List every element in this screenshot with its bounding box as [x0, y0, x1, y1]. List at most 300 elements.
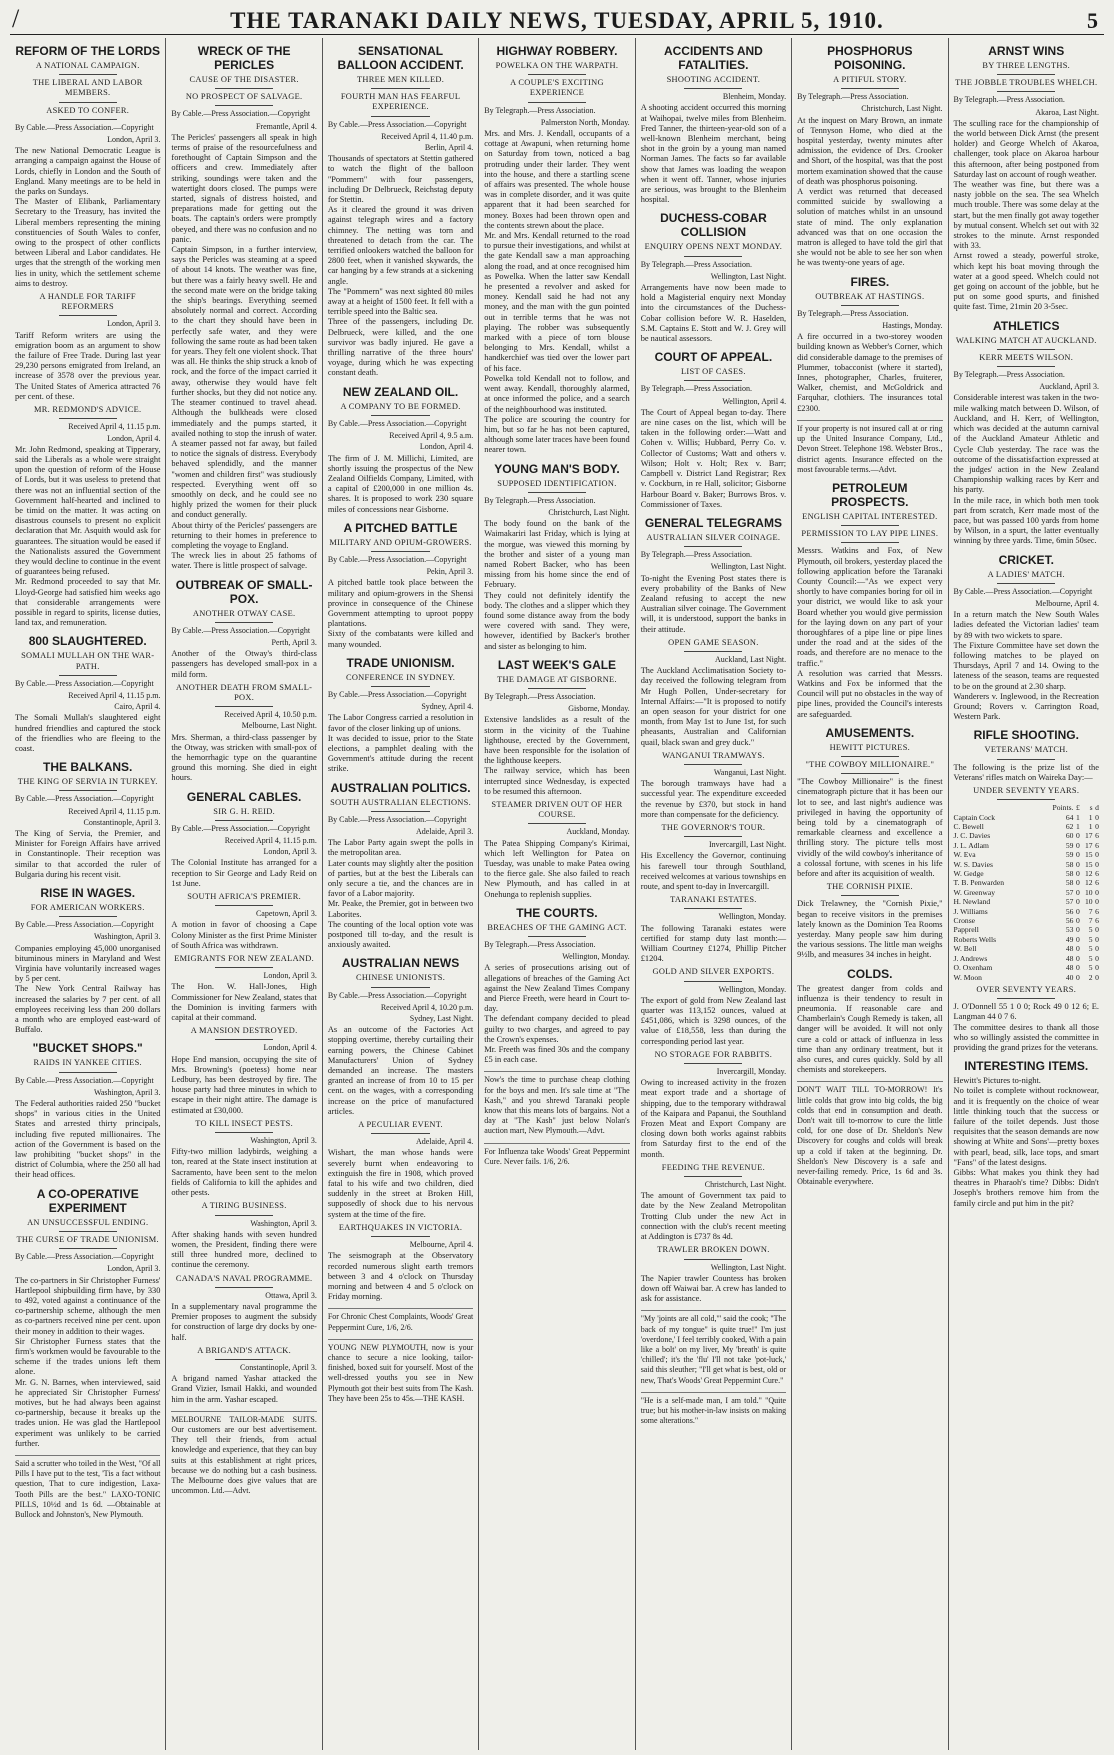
paragraph: The Master of Elibank, Parliamentary Secretary to the Treasury, has invited the Liberal members representing the mining constituencies of South Wales to confer, owing to the prospect of other conflicts between Liberal and Labor candidates. He urges that the strength of the working men lies in unity, which the settlement scheme aims to destroy. — [15, 197, 161, 288]
rule-divider — [59, 418, 117, 419]
dateline: Hastings, Monday. — [882, 321, 943, 331]
subheading: NO PROSPECT OF SALVAGE. — [185, 92, 303, 102]
prize-cell: 5 — [1088, 934, 1093, 944]
headline: 800 SLAUGHTERED. — [28, 634, 147, 649]
advertisement: MELBOURNE TAILOR-MADE SUITS. Our customers are our best advertisement. They tell their friends, from actual knowledge and experience, that they can buy suits at this establishment at right prices, because we do nothing but a cash business. The Melbourne does give values that are uncommon. Ltd.—Advt. — [171, 1411, 316, 1497]
column-2 — [166, 38, 322, 1750]
rule-divider — [215, 622, 273, 623]
subheading: A MANSION DESTROYED. — [190, 1026, 298, 1036]
rule-divider — [684, 651, 742, 652]
column-1 — [10, 38, 166, 1750]
dateline: Wellington, Monday. — [562, 952, 630, 962]
paragraph: Three of the passengers, including Dr. Delbrueck, were killed, and the one survivor was badly injured. He gave a thrilling narrative of the three hours' voyage, during which he was expecting constant death. — [327, 317, 474, 378]
advertisement: Said a scrutter who toiled in the West, "Of all Pills I have put to the test, 'Tis a fact without question, That to cure indigestion, Laxa-Tooth Pills are the best." LAXO-TONIC PILLS, 10½d and 1s 6d. —Obtainable at Bullock and Johnston's, New Plymouth. — [15, 1455, 160, 1520]
subheading: CHINESE UNIONISTS. — [355, 973, 446, 983]
subheading: TO KILL INSECT PESTS. — [195, 1118, 294, 1128]
subheading: A LADIES' MATCH. — [987, 569, 1065, 579]
paragraph: The wreck lies in about 25 fathoms of water. There is little prospect of salvage. — [171, 551, 317, 571]
column-4 — [479, 38, 635, 1750]
table-row — [954, 907, 1099, 916]
rule-divider — [528, 688, 586, 689]
rule-divider — [528, 102, 586, 103]
columns — [10, 38, 1104, 1750]
dateline: Akaroa, Last Night. — [1035, 107, 1099, 117]
paragraph: A verdict was returned that deceased committed suicide by swallowing a solution of matches whilst in an unsound state of mind. The only explanation advanced was that on one occasion the matron is alleged to have told the girl that she would not be able to see her son when he was twenty-one years of age. — [797, 187, 943, 268]
subheading: NO STORAGE FOR RABBITS. — [654, 1049, 773, 1059]
dateline: Melbourne, April 4. — [1035, 598, 1099, 608]
rule-divider — [997, 366, 1055, 367]
paragraph: The seismograph at the Observatory recorded numerous slight earth tremors between 3 and 4 o'clock on Thursday morning and between 4 and 5 o'clock on Friday morning. — [327, 1251, 474, 1302]
dateline: Sydney, Last Night. — [409, 1014, 474, 1024]
paragraph: Another of the Otway's third-class passengers has developed small-pox in a mild form. — [171, 649, 317, 679]
advertisement: If your property is not insured call at or ring up the United Insurance Company, Ltd., Devon Street. Telephone 198. Webster Bros., district agents. Insurance effected on the most favourable terms.—Advt. — [797, 420, 942, 475]
prize-cell: 12 — [1084, 878, 1093, 888]
byline: By Cable.—Press Association.—Copyright — [327, 554, 467, 564]
prize-cell: 58 — [1065, 869, 1074, 879]
prize-cell: 1 — [1088, 822, 1093, 831]
prize-cell: Papprell — [953, 925, 979, 935]
prize-cell: H. Newland — [953, 897, 991, 907]
paragraph: The defendant company decided to plead guilty to two charges, and agreed to pay the Crown's expenses. — [484, 1014, 630, 1044]
paragraph: Tariff Reform writers are using the emigration boom as an argument to show the failure of Free Trade. During last year 29,230 persons emigrated from Ireland, an increase of 3578 over the previous year. The United States of America attracted 76 per cent. of these. — [15, 330, 161, 401]
dateline: Washington, April 3. — [93, 932, 161, 942]
rule-divider — [997, 759, 1055, 760]
prize-header-cell — [954, 803, 1039, 812]
paragraph: They could not definitely identify the body. The clothes and a slipper which they found some distance away from the body were covered with sand. They were, however, identified by Backer's brother and sister as belonging to him. — [484, 590, 630, 651]
masthead — [10, 4, 1104, 35]
paragraph: Hope End mansion, occupying the site of Mrs. Browning's (poetess) home near Ledbury, has been destroyed by fire. The house party had three minutes in which to escape in their night attire. The damage is estimated at £30,000. — [171, 1054, 317, 1115]
prize-cell: 15 — [1084, 859, 1093, 869]
prize-cell: W. Eva — [953, 850, 976, 860]
prize-cell: 59 — [1065, 840, 1074, 850]
prize-cell: 0 — [1076, 916, 1080, 926]
headline: "BUCKET SHOPS." — [32, 1041, 143, 1056]
rule-divider — [371, 811, 429, 812]
prize-cell: 0 — [1076, 934, 1080, 944]
dateline: Gisborne, Monday. — [568, 704, 630, 714]
column-5 — [636, 38, 792, 1750]
rule-divider — [997, 349, 1055, 350]
masthead-mark: / — [12, 4, 20, 33]
subheading: SIR G. H. REID. — [213, 806, 275, 816]
prize-cell: 0 — [1076, 963, 1080, 973]
column-7 — [949, 38, 1104, 1750]
paragraph: Mr. John Redmond, speaking at Tipperary, said the Liberals as a whole were straight upon the question of reform of the House of Lords, but it was useless to pretend that there was not an influential section of the Government half-hearted and inclined to be timid on the matter. It was acting on disastrous counsels to present no explicit declaration that Mr. Asquith would ask for guarantees. The situation would be eased if the Nationalists assured the Government they would decline to continue in the event of guarantees being refused. — [15, 444, 161, 577]
rule-divider — [59, 916, 117, 917]
subheading: OUTBREAK AT HASTINGS. — [815, 291, 925, 301]
prize-cell: 5 — [1088, 925, 1093, 935]
headline: TRADE UNIONISM. — [346, 655, 455, 670]
dateline: Received April 4, 11.15 p.m. — [68, 422, 161, 432]
prize-cell: 5 — [1088, 944, 1093, 954]
subheading: FEEDING THE REVENUE. — [661, 1162, 766, 1172]
byline: By Telegraph.—Press Association. — [797, 92, 909, 102]
prize-cell: 0 — [1095, 812, 1099, 822]
headline: PHOSPHORUS POISONING. — [827, 44, 913, 72]
prize-cell: 10 — [1084, 887, 1093, 897]
subheading: CANADA'S NAVAL PROGRAMME. — [175, 1273, 313, 1283]
advertisement: YOUNG NEW PLYMOUTH, now is your chance to secure a nice looking, tailor-finished, boxed suit for yourself. Most of the well-dressed youths you see in New Plymouth got their best suits from The Kash. They have been 25s to 45s.—THE KASH. — [328, 1339, 473, 1404]
paragraph: As it cleared the ground it was driven against telegraph wires and a factory chimney. The netting was torn and threatened to detach from the car. The terrified onlookers watched the balloon for 2800 feet, when it vanished skywards, the car hanging by a few strands at a sickening angle. — [327, 205, 474, 286]
paragraph: To-night the Evening Post states there is every probability of the Banks of New Zealand refusing to accept the new Australian silver coinage. The Government will, it is understood, support the banks in their attitude. — [640, 573, 787, 634]
subheading: THE KING OF SERVIA IN TURKEY. — [17, 777, 158, 787]
headline: A CO-OPERATIVE EXPERIMENT — [36, 1186, 139, 1215]
rule-divider — [528, 823, 586, 824]
paragraph: In the mile race, in which both men took part from scratch, Kerr made most of the pace, but was passed 100 yards from home by Wilson, in a spurt, the latter eventually winning by three yards. Time, 6min 50sec. — [953, 495, 1099, 546]
paragraph: The firm of J. M. Millichi, Limited, are shortly issuing the prospectus of the New Zealand Oilfields Company, Limited, with a capital of £200,000 in one million 4s. shares. It is proposed to work 230 square miles of concessions near Gisborne. — [327, 453, 474, 514]
subheading: A COMPANY TO BE FORMED. — [340, 401, 461, 411]
dateline: Invercargill, Monday. — [716, 1067, 787, 1077]
subheading: THE LIBERAL AND LABOR MEMBERS. — [32, 78, 143, 98]
rule-divider — [215, 1287, 273, 1288]
table-row — [954, 963, 1099, 972]
prize-cell: 15 — [1084, 850, 1093, 860]
rule-divider — [215, 88, 273, 89]
paragraph: The Auckland Acclimatisation Society to-day received the following telegram from Mr Hugh Pollen, Under-secretary for Internal Affairs:—"It is proposed to notify an open season for your district for one month, from May 1st to June 1st, for such pheasants, Australian and Californian quail, black swan and grey duck." — [640, 666, 787, 747]
advertisement: "He is a self-made man, I am told." "Quite true; but his mother-in-law insists on making some alterations." — [641, 1392, 786, 1427]
dateline: Wellington, Monday. — [718, 984, 787, 994]
paragraph: Fifty-two million ladybirds, weighing a ton, reared at the State insect institution at Sacramento, have been sent to the melon fields of California to kill the aphides and other pests. — [171, 1147, 317, 1198]
prize-cell: 60 — [1065, 831, 1074, 841]
prize-header-cell: d — [1095, 803, 1099, 813]
headline: ARNST WINS — [988, 44, 1065, 58]
table-row — [954, 916, 1099, 925]
rule-divider — [841, 756, 899, 757]
subheading: HEWITT PICTURES. — [829, 742, 911, 752]
table-row — [954, 954, 1099, 963]
rule-divider — [215, 1359, 273, 1360]
prize-cell: 6 — [1095, 840, 1099, 850]
paragraph: Mrs. and Mrs. J. Kendall, occupants of a cottage at Awapuni, when returning home on Saturday from town, noticed a bag protruding under their larder. They went into the house, and there a startling scene of affairs was presented. The whole house was in complete disorder, and it was quite apparent that it had been searched for money. Boxes had been thrown open and the contents strewn about the place. — [484, 129, 630, 230]
subheading: A TIRING BUSINESS. — [201, 1201, 287, 1211]
subheading: OPEN GAME SEASON. — [668, 637, 759, 647]
dateline: Capetown, April 3. — [255, 909, 317, 919]
advertisement: For Chronic Chest Complaints, Woods' Great Peppermint Cure, 1/6, 2/6. — [328, 1308, 473, 1332]
subheading: UNDER SEVENTY YEARS. — [973, 785, 1080, 795]
subheading: SHOOTING ACCIDENT. — [666, 75, 761, 84]
byline: By Telegraph.—Press Association. — [484, 495, 596, 505]
byline: By Cable.—Press Association.—Copyright — [15, 794, 154, 804]
prize-cell: 6 — [1095, 916, 1099, 926]
table-row — [954, 869, 1099, 878]
dateline: Christchurch, Last Night. — [861, 104, 943, 114]
rule-divider — [215, 706, 273, 707]
subheading: EARTHQUAKES IN VICTORIA. — [338, 1222, 463, 1232]
subheading: ENGLISH CAPITAL INTERESTED. — [802, 511, 938, 521]
rule-divider — [684, 546, 742, 547]
subheading: MILITARY AND OPIUM-GROWERS. — [329, 537, 472, 547]
rule-divider — [371, 686, 429, 687]
paragraph: A motion in favor of choosing a Cape Colony Minister as the first Prime Minister of South Africa was withdrawn. — [171, 920, 317, 950]
prize-cell: 48 — [1065, 963, 1074, 973]
table-row — [954, 831, 1099, 840]
paragraph: Sir Christopher Furness states that the firm's workmen would be favourable to the scheme if the trades unions left them alone. — [15, 1336, 161, 1377]
rule-divider — [528, 492, 586, 493]
paragraph: A brigand named Yashar attacked the Grand Vizier, Ismail Hakki, and wounded him in the arm. Yashar escaped. — [171, 1374, 317, 1404]
byline: By Cable.—Press Association.—Copyright — [15, 1075, 154, 1085]
byline: By Cable.—Press Association.—Copyright — [15, 122, 154, 132]
subheading: KERR MEETS WILSON. — [979, 352, 1074, 362]
prize-cell: W. Moon — [953, 972, 982, 982]
rule-divider — [997, 998, 1055, 999]
subheading: AN UNSUCCESSFUL ENDING. — [27, 1217, 149, 1227]
prize-cell: 2 — [1088, 972, 1093, 982]
prize-cell: 17 — [1084, 840, 1093, 850]
dateline: Received April 4, 11.40 p.m. — [381, 131, 474, 141]
prize-cell: 6 — [1095, 869, 1099, 879]
paragraph: The amount of Government tax paid to date by the New Zealand Metropolitan Trotting Club under the new Act in connection with the club's recent meeting at Addington is £737 8s 4d. — [640, 1191, 787, 1242]
prize-cell: W. Greenway — [953, 887, 995, 897]
prize-cell: J. Andrews — [953, 953, 988, 963]
prize-cell: 56 — [1065, 906, 1074, 916]
subheading: EMIGRANTS FOR NEW ZEALAND. — [174, 954, 315, 964]
column-6 — [792, 38, 948, 1750]
byline: By Cable.—Press Association.—Copyright — [15, 920, 154, 930]
prize-cell: 1 — [1076, 822, 1080, 831]
prize-cell: 0 — [1095, 822, 1099, 831]
rule-divider — [997, 799, 1055, 800]
rule-divider — [371, 551, 429, 552]
prize-table — [954, 803, 1099, 982]
table-row — [954, 935, 1099, 944]
dateline: Invercargill, Last Night. — [708, 840, 787, 850]
subheading: CAUSE OF THE DISASTER. — [189, 75, 299, 84]
subheading: ASKED TO CONFER. — [46, 105, 130, 115]
paragraph: A resolution was carried that Messrs. Watkins and Fox be informed that the Council will put no obstacles in the way of pipe lines, provided the Council's interests are safeguarded. — [797, 668, 943, 719]
prize-cell: Cronse — [953, 916, 976, 926]
dateline: London, April 4. — [419, 442, 474, 452]
prize-cell: O. Oxenham — [953, 963, 993, 973]
prize-cell: 5 — [1088, 963, 1093, 973]
rule-divider — [684, 380, 742, 381]
headline: PETROLEUM PROSPECTS. — [831, 480, 909, 509]
subheading: THE CURSE OF TRADE UNIONISM. — [16, 1234, 159, 1244]
dateline: Auckland, Monday. — [566, 827, 630, 837]
byline: By Cable.—Press Association.—Copyright — [327, 418, 467, 428]
prize-cell: 40 — [1065, 972, 1074, 982]
paragraph: Thousands of spectators at Stettin gathered to watch the flight of the balloon "Pommern" with four passengers, including Dr Delbrueck, Reichstag deputy for Stettin. — [327, 154, 474, 205]
paragraph: Mr. Peake, the Premier, got in between two Laborites. — [327, 899, 474, 919]
prize-cell: 64 — [1065, 812, 1074, 822]
headline: AMUSEMENTS. — [825, 725, 915, 740]
paragraph: The following Taranaki estates were certified for stamp duty last month:—William Courtney £1274, Phillip Pitcher £1204. — [640, 923, 787, 964]
prize-cell: 0 — [1076, 840, 1080, 850]
headline: GENERAL TELEGRAMS — [644, 515, 782, 530]
subheading: FOR AMERICAN WORKERS. — [30, 903, 145, 913]
subheading: BY THREE LENGTHS. — [982, 61, 1071, 70]
paragraph: The Somali Mullah's slaughtered eight hundred friendlies and captured the stock of the friendlies who are fleeing to the coast. — [15, 713, 161, 753]
subheading: TARANAKI ESTATES. — [670, 895, 757, 905]
paragraph: A fire occurred in a two-storey wooden building known as Webber's Corner, which did considerable damage to the premises of Plummer, tobacconist (where it started), Innes, photographer, Charles, fruiterer, Walker, chemist, and McGoldrick and Farquhar, clothiers. The insurances total £2300. — [797, 332, 943, 413]
rule-divider — [59, 1072, 117, 1073]
rule-divider — [59, 102, 117, 103]
prize-cell: W. Gedge — [953, 869, 984, 879]
byline: By Telegraph.—Press Association. — [484, 691, 596, 701]
prize-cell: J. C. Davies — [953, 831, 991, 841]
dateline: Wellington, Last Night. — [710, 1262, 787, 1272]
rule-divider — [841, 305, 899, 306]
paragraph: The committee desires to thank all those who so willingly assisted the committee in providing the grand prizes for the veterans. — [953, 1022, 1099, 1052]
prize-cell: W. S. Davies — [953, 859, 993, 869]
prize-cell: 48 — [1065, 953, 1074, 963]
subheading: PERMISSION TO LAY PIPE LINES. — [801, 529, 939, 539]
prize-cell: 0 — [1095, 887, 1099, 897]
table-row — [954, 888, 1099, 897]
rule-divider — [215, 1132, 273, 1133]
table-row — [954, 850, 1099, 859]
subheading: A PITIFUL STORY. — [833, 75, 907, 84]
paragraph: The Napier trawler Countess has broken down off Waiwai bar. A crew has landed to ask for assistance. — [640, 1273, 787, 1304]
paragraph: The Federal authorities raided 250 "bucket shops" in various cities in the United States and arrested thirty principals, including five reputed millionaires. The action of the Government is based on the law prohibiting "bucket shops" in the district of Columbia, where the 250 all had their head offices. — [15, 1099, 161, 1180]
subheading: ANOTHER OTWAY CASE. — [192, 608, 296, 618]
paragraph: Sixty of the combatants were killed and many wounded. — [327, 629, 474, 649]
paragraph: The railway service, which has been interrupted since Wednesday, is expected to be resumed this afternoon. — [484, 766, 630, 796]
byline: By Cable.—Press Association.—Copyright — [327, 814, 467, 824]
subheading: OVER SEVENTY YEARS. — [976, 984, 1077, 994]
prize-cell: 0 — [1076, 925, 1080, 935]
rule-divider — [841, 895, 899, 896]
rule-divider — [997, 74, 1055, 75]
dateline: London, April 3. — [107, 1264, 161, 1274]
paragraph: In a return match the New South Wales ladies defeated the Victorian ladies' team by 89 with two wickets to spare. — [953, 610, 1099, 640]
prize-cell: W. Bell — [953, 944, 977, 954]
headline: AUSTRALIAN POLITICS. — [330, 780, 471, 795]
prize-cell: 0 — [1095, 925, 1099, 935]
prize-cell: 7 — [1088, 906, 1093, 916]
byline: By Telegraph.—Press Association. — [484, 940, 596, 950]
paragraph: Arnst rowed a steady, powerful stroke, which kept his boat moving through the water at a good speed. Whelch could not get going on account of the jobble, but he put on some good spurts, and finished quite fast. Time, 21min 20 3-5sec. — [953, 251, 1099, 312]
paragraph: The new National Democratic League is arranging a campaign against the House of Lords, chiefly in London and the South of England. Many meetings are to be held in the parks on Sundays. — [15, 146, 161, 197]
rule-divider — [215, 820, 273, 821]
prize-cell: 0 — [1095, 859, 1099, 869]
dateline: Melbourne, April 4. — [409, 1240, 474, 1250]
paragraph: Considerable interest was taken in the two-mile walking match between D. Wilson, of Auckland, and H. Kerr, of Wellington, which was decided at the autumn carnival of the Auckland Amateur Athletic and Cycle Club yesterday. The race was the outcome of the dissatisfaction expressed at the judges' action in the New Zealand Championship walking races by Kerr and his party. — [953, 393, 1099, 495]
paragraph: The New York Central Railway has increased the salaries by 7 per cent. of all employees receiving less than 200 dollars a month who are employed east-ward of Buffalo. — [15, 984, 161, 1035]
prize-cell: Roberts Wells — [953, 934, 997, 944]
prize-table-header — [954, 803, 1099, 812]
prize-cell: T. B. Penwarden — [953, 878, 1005, 888]
rule-divider — [684, 256, 742, 257]
headline: THE COURTS. — [516, 905, 598, 920]
dateline: Washington, April 3. — [93, 1087, 161, 1097]
byline: By Cable.—Press Association.—Copyright — [171, 823, 311, 833]
headline: FIRES. — [850, 274, 890, 289]
prize-cell: 59 — [1065, 850, 1074, 860]
rule-divider — [684, 1259, 742, 1260]
paragraph: Hewitt's Pictures to-night. — [953, 1076, 1041, 1086]
subheading: VETERANS' MATCH. — [984, 745, 1069, 755]
dateline: Sydney, April 4. — [421, 702, 474, 712]
rule-divider — [997, 91, 1055, 92]
byline: By Telegraph.—Press Association. — [797, 308, 909, 318]
byline: By Cable.—Press Association.—Copyright — [15, 678, 154, 688]
headline: GENERAL CABLES. — [186, 789, 302, 804]
byline: By Telegraph.—Press Association. — [640, 259, 752, 269]
prize-cell: 0 — [1076, 850, 1080, 860]
prize-cell: 0 — [1076, 831, 1080, 841]
paragraph: A shooting accident occurred this morning at Waihopai, twelve miles from Blenheim. Fred Tanner, the thirteen-year-old son of a well-known Blenheim merchant, being shot in the groin by a young man named Norman James. The facts so far available show that James was loading the weapon when it went off. Tanner, whose injuries are serious, was brought to the Blenheim hospital. — [640, 103, 787, 205]
dateline: Adelaide, April 3. — [415, 826, 474, 836]
paragraph: The weather was fine, but there was a nasty jobble on the sea. The sea Whelch much trouble. There was some delay at the start, but the men finally got away together by mutual consent. Whelch set out with 32 strokes to the minute. Arnst responded with 33. — [953, 180, 1099, 251]
paragraph: The police are scouring the country for him, but so far he has not been captured, although some later traces have been found nearer town. — [484, 414, 630, 455]
prize-header-cell: Points. — [1052, 803, 1074, 813]
dateline: Constantinople, April 3. — [83, 817, 161, 827]
paragraph: The King of Servia, the Premier, and Minister for Foreign Affairs have arrived in Constantinople. Their reception was similar to that accorded the ruler of Bulgaria during his recent visit. — [15, 829, 161, 879]
rule-divider — [371, 1236, 429, 1237]
prize-cell: 6 — [1095, 831, 1099, 841]
subheading: THE DAMAGE AT GISBORNE. — [497, 674, 617, 684]
dateline: Christchurch, Last Night. — [704, 1180, 787, 1190]
dateline: Wellington, April 4. — [722, 396, 787, 406]
subheading: MR. REDMOND'S ADVICE. — [34, 405, 142, 415]
paragraph: The Pericles' passengers all speak in high terms of praise of the resourcefulness and forethought of Captain Simpson and the officers and crew. Immediately after striking, soundings were taken and the watertight doors closed. The pumps were started, signals of distress hoisted, and preparations made for getting out the boats. The captain's orders were promptly obeyed, and there was no confusion and no panic. — [171, 132, 317, 244]
headline: RIFLE SHOOTING. — [973, 728, 1079, 743]
rule-divider — [841, 773, 899, 774]
subheading: POWELKA ON THE WARPATH. — [495, 61, 619, 70]
rule-divider — [215, 967, 273, 968]
paragraph: Dick Trelawney, the "Cornish Pixie," began to receive visitors in the premises lately known as the Dominion Tea Rooms yesterday. Many people saw him during the various sessions. The little man weighs 9½lb, and measures 34 inches in height. — [797, 899, 943, 960]
subheading: GOLD AND SILVER EXPORTS. — [652, 967, 775, 977]
rule-divider — [215, 105, 273, 106]
prize-cell: 1 — [1088, 812, 1093, 822]
advertisement: For Influenza take Woods' Great Peppermint Cure. Never fails. 1/6, 2/6. — [484, 1143, 629, 1167]
paragraph: After shaking hands with seven hundred women, the President, finding there were still three hundred more, declined to continue the ceremony. — [171, 1229, 317, 1270]
rule-divider — [841, 88, 899, 89]
dateline: Wanganui, Last Night. — [713, 767, 787, 777]
paragraph: The sculling race for the championship of the world between Dick Arnst (the present holder) and George Whelch of Akaroa, challenger, took place on Akaroa harbour this afternoon, after being postponed from Saturday last on account of rough weather. — [953, 118, 1099, 179]
paragraph: No toilet is complete without rocknowear, and it is frequently on the choice of wear little thinking touch that the success or failure of the toilet depends. Just those requisites that the season demands are now showing at White and Sons'—pretty boxes with pearl, bead, silk, lace tops, and smart "Fans" of the latest designs. — [953, 1086, 1099, 1167]
rule-divider — [684, 1063, 742, 1064]
rule-divider — [371, 88, 429, 89]
table-row — [954, 925, 1099, 934]
paragraph: Mr. G. N. Barnes, when interviewed, said he appreciated Sir Christopher Furness' motives, but he had always been against co-partnership, because it breaks up the trades union. He was glad the Hartlepool experiment was unlikely to be carried further. — [15, 1377, 161, 1448]
paragraph: The borough tramways have had a successful year. The expenditure exceeded the revenue by £370, but stock in hand more than compensate for the deficiency. — [640, 779, 787, 819]
paragraph: The export of gold from New Zealand last quarter was 113,152 ounces, valued at £451,086, which is 3298 ounces, of the value of £18,558, less than during the corresponding period last year. — [640, 995, 787, 1046]
paragraph: Companies employing 45,000 unorganised bituminous miners in Maryland and West Virginia have voluntarily increased wages by 5 per cent. — [15, 943, 161, 984]
subheading: RAIDS IN YANKEE CITIES. — [33, 1058, 142, 1068]
subheading: STEAMER DRIVEN OUT OF HER COURSE. — [491, 800, 623, 820]
subheading: WANGANUI TRAMWAYS. — [662, 750, 765, 760]
advertisement: "My 'joints are all cold,'" said the cook; "The back of my tongue" is quite true!" I'm just 'overdone,' I feel terribly cooked, With a pain like a bolt' on my liver, My 'breath' is quite 'chilled'; it's the 'flu' I'll not take 'pot-luck,' said this sleuther; "I'll get what is best, old or new, That's Woods' Great Peppermint Cure." — [641, 1310, 786, 1385]
rule-divider — [59, 1231, 117, 1232]
headline: CRICKET. — [998, 552, 1054, 567]
rule-divider — [59, 315, 117, 316]
prize-cell: 57 — [1065, 897, 1074, 907]
subheading: A PECULIAR EVENT. — [358, 1120, 443, 1130]
rule-divider — [684, 981, 742, 982]
paragraph: Mrs. Sherman, a third-class passenger by the Otway, was stricken with small-pox of the hemorrhagic type on the quarantine ground this morning. She died in eight hours. — [171, 732, 317, 783]
paragraph: His Excellency the Governor, continuing his farewell tour through Southland, received welcomes at various townships en route, and spent to-day in Invercargill. — [640, 851, 787, 891]
table-row — [954, 878, 1099, 887]
prize-cell: 7 — [1088, 916, 1093, 926]
subheading: FOURTH MAN HAS FEARFUL EXPERIENCE. — [340, 92, 461, 112]
rule-divider — [59, 675, 117, 676]
prize-cell: 56 — [1065, 916, 1074, 926]
subheading: ENQUIRY OPENS NEXT MONDAY. — [644, 242, 783, 252]
paragraph: J. O'Donnell 55 1 0 0; Rock 49 0 12 6; E. Langman 44 0 7 6. — [953, 1002, 1099, 1022]
prize-cell: 0 — [1095, 850, 1099, 860]
paragraph: Wanderers v. Inglewood, in the Recreation Ground; Rovers v. Carrington Road, Western Park. — [953, 691, 1099, 722]
paragraph: In a supplementary naval programme the Premier proposes to augment the subsidy for construction of large dry docks by one-half. — [171, 1301, 317, 1342]
rule-divider — [59, 74, 117, 75]
subheading: WALKING MATCH AT AUCKLAND. — [955, 335, 1097, 345]
headline: ATHLETICS — [993, 318, 1060, 333]
paragraph: The "Pommern" was next sighted 80 miles away at a height of 1500 feet. It fell with a terrible speed into the Baltic sea. — [327, 286, 474, 317]
subheading: A HANDLE FOR TARIFF REFORMERS — [39, 292, 136, 312]
subheading: A BRIGAND'S ATTACK. — [197, 1345, 292, 1355]
paragraph: The counting of the local option vote was postponed till to-day, and the result is anxiously awaited. — [327, 919, 474, 950]
dateline: Ottawa, April 3. — [265, 1290, 317, 1300]
